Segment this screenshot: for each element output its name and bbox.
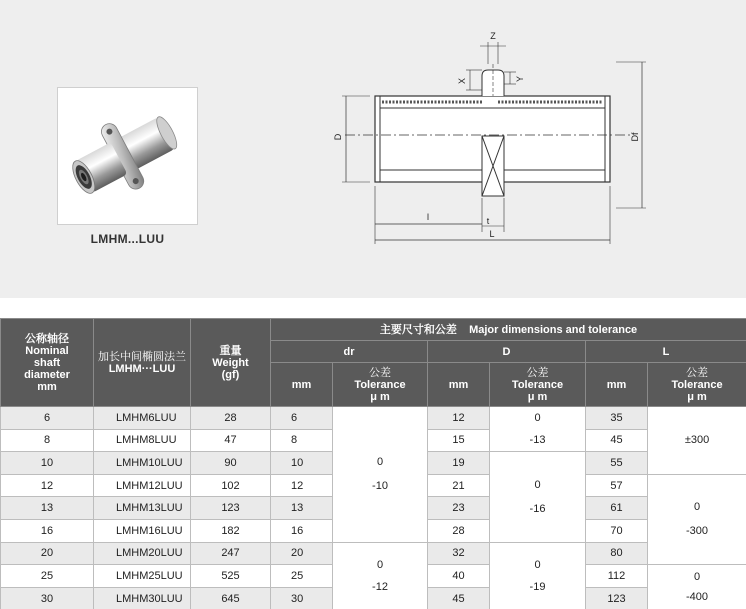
cell-weight: 90 <box>191 452 271 475</box>
cell-d-tolerance: 0 -19 <box>490 542 586 609</box>
cell-d: 45 <box>428 587 490 609</box>
cell-l: 80 <box>586 542 648 565</box>
dim-x-label: X <box>457 77 467 85</box>
cell-dr: 25 <box>271 565 333 588</box>
cell-l: 57 <box>586 474 648 497</box>
dimensions-table <box>0 318 746 609</box>
cell-model: LMHM12LUU <box>94 474 191 497</box>
cell-dr: 12 <box>271 474 333 497</box>
cell-dr-tolerance: 0 -12 <box>333 542 428 609</box>
technical-drawing <box>320 28 650 250</box>
cell-l: 55 <box>586 452 648 475</box>
cell-shaft: 13 <box>1 497 94 520</box>
cell-l: 61 <box>586 497 648 520</box>
dim-l-total-label: L <box>489 229 495 239</box>
cell-shaft: 25 <box>1 565 94 588</box>
cell-d-tolerance: 0 -16 <box>490 452 586 542</box>
cell-d: 28 <box>428 519 490 542</box>
cell-weight: 47 <box>191 429 271 452</box>
cell-l: 35 <box>586 407 648 430</box>
cell-model: LMHM30LUU <box>94 587 191 609</box>
cell-dr: 30 <box>271 587 333 609</box>
product-label: LMHM...LUU <box>90 232 165 246</box>
cell-dr: 6 <box>271 407 333 430</box>
cell-l-tolerance: 0 -400 <box>648 565 746 609</box>
header-nominal-shaft: 公称轴径 Nominal shaft diameter mm <box>1 319 94 407</box>
cell-shaft: 20 <box>1 542 94 565</box>
cell-d: 15 <box>428 429 490 452</box>
cell-shaft: 10 <box>1 452 94 475</box>
cell-dr: 13 <box>271 497 333 520</box>
cell-d: 21 <box>428 474 490 497</box>
dim-d-label: D <box>333 133 343 141</box>
cell-d: 19 <box>428 452 490 475</box>
dim-y-label: Y <box>515 75 525 83</box>
cell-shaft: 8 <box>1 429 94 452</box>
header-major-dimensions: 主要尺寸和公差 Major dimensions and tolerance <box>271 319 746 341</box>
cell-weight: 28 <box>191 407 271 430</box>
cell-shaft: 12 <box>1 474 94 497</box>
cell-d: 23 <box>428 497 490 520</box>
header-model: 加长中间椭圆法兰 LMHM···LUU <box>94 319 191 407</box>
cell-weight: 182 <box>191 519 271 542</box>
cell-weight: 247 <box>191 542 271 565</box>
cell-dr: 8 <box>271 429 333 452</box>
header-d-mm: mm <box>428 363 490 407</box>
linear-bearing-photo <box>58 88 199 226</box>
dim-l-small-label: l <box>427 212 429 222</box>
header-dr-mm: mm <box>271 363 333 407</box>
header-d-outer: D <box>428 341 586 363</box>
cell-d-tolerance: 0 -13 <box>490 407 586 452</box>
cell-shaft: 16 <box>1 519 94 542</box>
cell-model: LMHM25LUU <box>94 565 191 588</box>
table-row <box>1 542 746 565</box>
header-l-length: L <box>586 341 746 363</box>
cell-dr: 16 <box>271 519 333 542</box>
header-weight: 重量 Weight (gf) <box>191 319 271 407</box>
cell-l-tolerance: 0 -300 <box>648 474 746 564</box>
cell-dr: 10 <box>271 452 333 475</box>
cell-model: LMHM13LUU <box>94 497 191 520</box>
dim-df-label: Df <box>630 132 640 142</box>
header-l-tolerance: 公差 Tolerance μ m <box>648 363 746 407</box>
cell-d: 32 <box>428 542 490 565</box>
header-d-tolerance: 公差 Tolerance μ m <box>490 363 586 407</box>
header-l-mm: mm <box>586 363 648 407</box>
cell-d: 40 <box>428 565 490 588</box>
cell-l-tolerance: ±300 <box>648 407 746 475</box>
cell-l: 45 <box>586 429 648 452</box>
header-dr-tolerance: 公差 Tolerance μ m <box>333 363 428 407</box>
cell-weight: 525 <box>191 565 271 588</box>
cell-weight: 645 <box>191 587 271 609</box>
cell-dr-tolerance: 0 -10 <box>333 407 428 543</box>
cell-weight: 102 <box>191 474 271 497</box>
cell-dr: 20 <box>271 542 333 565</box>
dim-t-label: t <box>486 216 490 226</box>
header-dr: dr <box>271 341 428 363</box>
product-photo <box>57 87 198 225</box>
cell-shaft: 6 <box>1 407 94 430</box>
product-overview-panel <box>0 0 746 298</box>
cell-model: LMHM16LUU <box>94 519 191 542</box>
cell-l: 70 <box>586 519 648 542</box>
cell-model: LMHM8LUU <box>94 429 191 452</box>
cell-l: 112 <box>586 565 648 588</box>
dim-z-label: Z <box>490 31 496 41</box>
cell-model: LMHM6LUU <box>94 407 191 430</box>
cell-d: 12 <box>428 407 490 430</box>
cell-model: LMHM20LUU <box>94 542 191 565</box>
cell-model: LMHM10LUU <box>94 452 191 475</box>
cell-shaft: 30 <box>1 587 94 609</box>
cell-weight: 123 <box>191 497 271 520</box>
cell-l: 123 <box>586 587 648 609</box>
table-row <box>1 407 746 430</box>
